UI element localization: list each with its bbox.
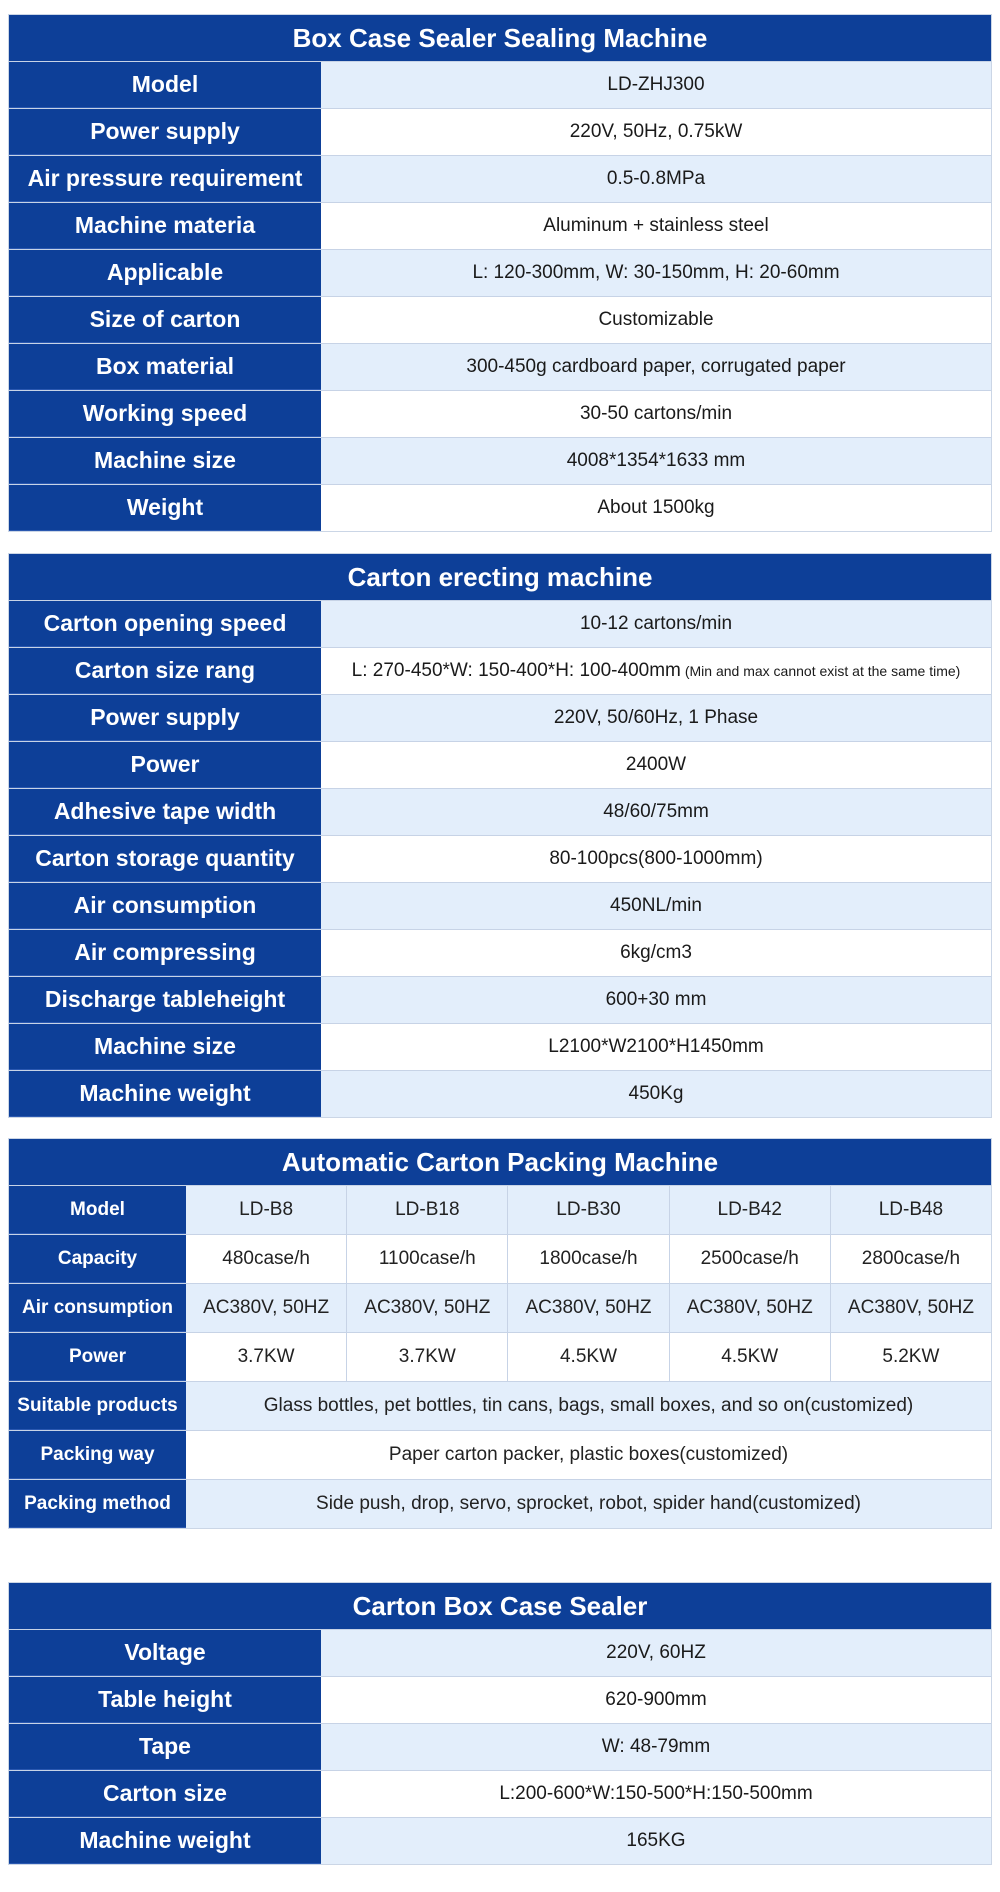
row-value-text: L:200-600*W:150-500*H:150-500mm — [499, 1783, 813, 1804]
row-value-note: (Min and max cannot exist at the same time) — [684, 663, 961, 679]
table-row — [9, 600, 991, 647]
row-label: Applicable — [9, 250, 321, 296]
row-label: Carton opening speed — [9, 601, 321, 647]
table-row — [9, 647, 991, 694]
row-value-text: Customizable — [598, 309, 714, 330]
table-cell: AC380V, 50HZ — [507, 1284, 668, 1332]
row-label: Carton size rang — [9, 648, 321, 694]
table-cell: LD-B48 — [830, 1186, 991, 1234]
row-label: Power — [9, 1333, 186, 1381]
row-value-text: 450Kg — [628, 1083, 684, 1104]
table-body — [9, 600, 991, 1117]
table-title: Box Case Sealer Sealing Machine — [9, 15, 991, 61]
row-label: Model — [9, 1186, 186, 1234]
row-label: Carton storage quantity — [9, 836, 321, 882]
table-row — [9, 1479, 991, 1528]
table-row — [9, 1023, 991, 1070]
table-cell: 1800case/h — [507, 1235, 668, 1283]
row-value-text: 4008*1354*1633 mm — [566, 450, 746, 471]
table-cell: AC380V, 50HZ — [186, 1284, 346, 1332]
table-row — [9, 1723, 991, 1770]
row-value — [321, 109, 991, 155]
sealing-machine-table — [8, 14, 992, 532]
table-row — [9, 1430, 991, 1479]
row-label: Air consumption — [9, 1284, 186, 1332]
table-cell: LD-B42 — [669, 1186, 830, 1234]
table-row — [9, 155, 991, 202]
row-value — [321, 62, 991, 108]
table-row — [9, 1070, 991, 1117]
row-label: Air consumption — [9, 883, 321, 929]
row-value — [321, 203, 991, 249]
table-title: Carton erecting machine — [9, 554, 991, 600]
table-cell: LD-B30 — [507, 1186, 668, 1234]
row-value — [321, 344, 991, 390]
row-value — [321, 297, 991, 343]
row-value-text: 300-450g cardboard paper, corrugated paper — [466, 356, 846, 377]
row-label: Capacity — [9, 1235, 186, 1283]
row-value — [321, 1724, 991, 1770]
table-cell: AC380V, 50HZ — [669, 1284, 830, 1332]
table-body — [9, 1629, 991, 1864]
row-value — [321, 1024, 991, 1070]
row-label: Power — [9, 742, 321, 788]
table-row — [9, 976, 991, 1023]
table-row — [9, 694, 991, 741]
table-row — [9, 882, 991, 929]
table-cell: LD-B18 — [346, 1186, 507, 1234]
row-label: Packing way — [9, 1431, 186, 1479]
table-cell: Glass bottles, pet bottles, tin cans, bags, small boxes, and so on(customized) — [186, 1382, 991, 1430]
row-value-text: 48/60/75mm — [603, 801, 709, 822]
row-label: Tape — [9, 1724, 321, 1770]
row-value — [321, 930, 991, 976]
row-value-text: 10-12 cartons/min — [579, 613, 733, 634]
row-label: Machine materia — [9, 203, 321, 249]
row-value-text: About 1500kg — [597, 497, 715, 518]
table-cell: AC380V, 50HZ — [830, 1284, 991, 1332]
table-title: Automatic Carton Packing Machine — [9, 1139, 991, 1185]
table-cell: 480case/h — [186, 1235, 346, 1283]
row-label: Box material — [9, 344, 321, 390]
row-value — [321, 601, 991, 647]
row-value-text: W: 48-79mm — [601, 1736, 711, 1757]
row-value-text: LD-ZHJ300 — [607, 74, 705, 95]
row-label: Size of carton — [9, 297, 321, 343]
row-label: Adhesive tape width — [9, 789, 321, 835]
table-row — [9, 1676, 991, 1723]
row-label: Air pressure requirement — [9, 156, 321, 202]
row-label: Air compressing — [9, 930, 321, 976]
row-label: Machine weight — [9, 1818, 321, 1864]
row-value — [321, 1771, 991, 1817]
table-row — [9, 1185, 991, 1234]
table-cell: 3.7KW — [186, 1333, 346, 1381]
table-row — [9, 343, 991, 390]
case-sealer-table — [8, 1582, 992, 1865]
row-value — [321, 742, 991, 788]
row-value-text: L: 120-300mm, W: 30-150mm, H: 20-60mm — [472, 262, 840, 283]
table-row — [9, 249, 991, 296]
row-value-text: 220V, 50Hz, 0.75kW — [569, 121, 743, 142]
table-row — [9, 61, 991, 108]
row-label: Weight — [9, 485, 321, 531]
table-row — [9, 1770, 991, 1817]
row-label: Discharge tableheight — [9, 977, 321, 1023]
row-value — [321, 1630, 991, 1676]
row-label: Machine weight — [9, 1071, 321, 1117]
row-value-text: 6kg/cm3 — [620, 942, 692, 963]
row-value-text: 600+30 mm — [605, 989, 707, 1010]
table-cell: Side push, drop, servo, sprocket, robot, spider hand(customized) — [186, 1480, 991, 1528]
table-row — [9, 835, 991, 882]
row-value — [321, 1071, 991, 1117]
row-value-text: 220V, 50/60Hz, 1 Phase — [553, 707, 759, 728]
row-label: Packing method — [9, 1480, 186, 1528]
table-row — [9, 788, 991, 835]
row-label: Power supply — [9, 695, 321, 741]
table-row — [9, 484, 991, 531]
table-row — [9, 1629, 991, 1676]
row-value — [321, 836, 991, 882]
table-cell: AC380V, 50HZ — [346, 1284, 507, 1332]
row-value-text: 450NL/min — [610, 895, 702, 916]
row-label: Table height — [9, 1677, 321, 1723]
row-label: Machine size — [9, 438, 321, 484]
table-cell: Paper carton packer, plastic boxes(customized) — [186, 1431, 991, 1479]
row-value — [321, 391, 991, 437]
table-title: Carton Box Case Sealer — [9, 1583, 991, 1629]
row-label: Suitable products — [9, 1382, 186, 1430]
table-row — [9, 296, 991, 343]
table-row — [9, 437, 991, 484]
table-body — [9, 61, 991, 531]
table-row — [9, 929, 991, 976]
erecting-machine-table — [8, 553, 992, 1118]
row-value-text: 30-50 cartons/min — [579, 403, 733, 424]
table-cell: 5.2KW — [830, 1333, 991, 1381]
table-row — [9, 1332, 991, 1381]
row-label: Voltage — [9, 1630, 321, 1676]
row-value — [321, 156, 991, 202]
packing-machine-table — [8, 1138, 992, 1529]
table-cell: 1100case/h — [346, 1235, 507, 1283]
row-value-text: 2400W — [625, 754, 687, 775]
table-cell: 2500case/h — [669, 1235, 830, 1283]
row-value — [321, 485, 991, 531]
table-row — [9, 1381, 991, 1430]
row-value-text: 165KG — [626, 1830, 686, 1851]
table-row — [9, 202, 991, 249]
table-row — [9, 1817, 991, 1864]
table-cell: 4.5KW — [507, 1333, 668, 1381]
table-row — [9, 108, 991, 155]
row-value-text: 620-900mm — [605, 1689, 707, 1710]
row-label: Power supply — [9, 109, 321, 155]
row-value-text: Aluminum + stainless steel — [543, 215, 769, 236]
row-value — [321, 1677, 991, 1723]
row-value — [321, 648, 991, 694]
row-value-text: L2100*W2100*H1450mm — [548, 1036, 764, 1057]
row-value — [321, 789, 991, 835]
row-value-text: L: 270-450*W: 150-400*H: 100-400mm — [351, 660, 681, 681]
row-label: Carton size — [9, 1771, 321, 1817]
table-cell: 4.5KW — [669, 1333, 830, 1381]
row-label: Machine size — [9, 1024, 321, 1070]
table-row — [9, 741, 991, 788]
table-row — [9, 1234, 991, 1283]
row-value-text: 220V, 60HZ — [606, 1642, 706, 1663]
row-value — [321, 1818, 991, 1864]
row-value — [321, 438, 991, 484]
row-value — [321, 695, 991, 741]
row-value-text: 80-100pcs(800-1000mm) — [549, 848, 763, 869]
row-value — [321, 250, 991, 296]
table-cell: LD-B8 — [186, 1186, 346, 1234]
row-label: Working speed — [9, 391, 321, 437]
table-row — [9, 390, 991, 437]
table-cell: 3.7KW — [346, 1333, 507, 1381]
row-value-text: 0.5-0.8MPa — [606, 168, 706, 189]
table-cell: 2800case/h — [830, 1235, 991, 1283]
row-label: Model — [9, 62, 321, 108]
row-value — [321, 977, 991, 1023]
table-row — [9, 1283, 991, 1332]
row-value — [321, 883, 991, 929]
